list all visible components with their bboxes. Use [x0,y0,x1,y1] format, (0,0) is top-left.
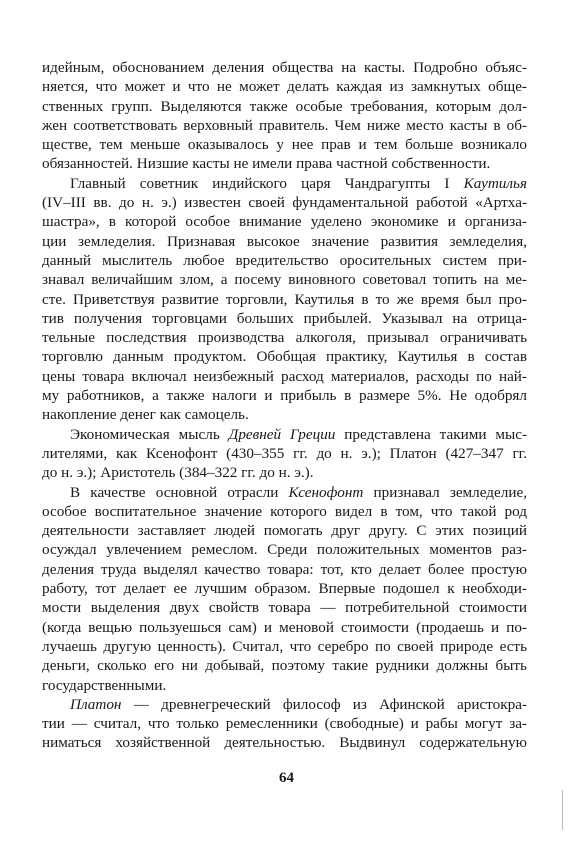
text-line: обязанностей. Низшие касты не имели права частной собственности. [42,155,491,173]
text-line: тельные последствия производства алкоголя, призывал ограничивать [42,329,527,347]
text-line: сте. Приветствуя развитие торговли, Каутилья в то же время был про- [42,290,527,308]
text-line: шастра», в которой особое внимание уделено экономике и организа- [42,213,527,231]
text-run: признавал земледелие, [363,483,528,501]
text-line: жен соответствовать верховный правитель. Чем ниже место касты в об- [42,116,527,134]
paragraph-1 [42,58,527,174]
paragraph-4 [42,483,527,695]
text-line: тив получения торговцами больших прибылей. Указывал на отрица- [42,309,527,327]
text-line-first [42,425,527,444]
text-line: знавал величайшим злом, а посему виновного советовал топить на ме- [42,271,527,289]
text-run: Экономическая мысль [70,425,229,443]
text-line: деньги, сколько его ни добывай, поэтому такие рудники должны быть [42,657,527,675]
text-run: Главный советник индийского царя Чандрагупты I [70,174,464,192]
text-line: лучаешь другую ценность). Считал, что серебро по своей природе есть [42,637,527,655]
text-line: деятельности заставляет людей помогать друг другу. С этих позиций [42,522,527,540]
text-line: до н. э.); Аристотель (384–322 гг. до н. э.). [42,464,314,482]
text-line-first [42,695,527,714]
text-line: няется, что может и что не может делать каждая из замкнутых обще- [42,78,527,96]
text-run: — древнегреческий философ из Афинской аристокра- [121,695,527,713]
text-line: цены товара включал неизбежный расход материалов, расходы по най- [42,367,527,385]
text-line: торговлю данным продуктом. Обобщая практику, Каутилья в состав [42,348,527,366]
paragraph-5 [42,695,527,753]
text-line: тии — считал, что только ремесленники (свободные) и рабы могут за- [42,715,527,733]
text-line: деления труда выделял качество товара: тот, кто делает более простую [42,560,527,578]
text-line: данный мыслитель любое вредительство оросительных систем при- [42,251,527,269]
text-line: работу, тот делает ее лучшим образом. Впервые подошел к необходи- [42,580,527,598]
text-line: мости выделения двух свойств товара — потребительной стоимости [42,599,527,617]
text-line: государственными. [42,676,167,694]
text-line: лителями, как Ксенофонт (430–355 гг. до н. э.); Платон (427–347 гг. [42,444,527,462]
italic-name-xenophon: Ксенофонт [288,483,364,501]
text-line: ниматься хозяйственной деятельностью. Выдвинул содержательную [42,734,527,752]
page-number: 64 [279,770,294,786]
text-line: ции земледелия. Признавая высокое значение развития земледелия, [42,232,527,250]
scan-edge-mark [562,790,563,830]
text-line-first [42,483,527,502]
italic-name-kautilya: Каутилья [463,174,527,192]
text-run: представлена такими мыс- [335,425,528,443]
paragraph-2 [42,174,527,425]
text-run: В качестве основной отрасли [70,483,289,501]
text-line: ществе, тем меньше оказывалось у нее прав и тем больше возникало [42,136,527,154]
text-line-first [42,174,527,193]
italic-ancient-greece: Древней Греции [228,425,336,443]
text-line: му работников, а также налоги и прибыль в размере 5%. Не одобрял [42,387,527,405]
text-line: идейным, обоснованием деления общества на касты. Подробно объяс- [42,59,527,76]
text-line: особое воспитательное значение которого видел в том, что такой род [42,502,527,520]
text-line: ственных групп. Выделяются также особые требования, которым дол- [42,97,527,115]
paragraph-3 [42,425,527,483]
text-line: осуждал увлечением ремеслом. Среди положительных моментов раз- [42,541,527,559]
text-line: (IV–III вв. до н. э.) известен своей фундаментальной работой «Артха- [42,194,527,212]
text-line: (когда вещью пользуешься сам) и меновой стоимости (продаешь и по- [42,618,527,636]
text-line: накопление денег как самоцель. [42,406,249,424]
italic-name-plato: Платон [70,695,122,713]
